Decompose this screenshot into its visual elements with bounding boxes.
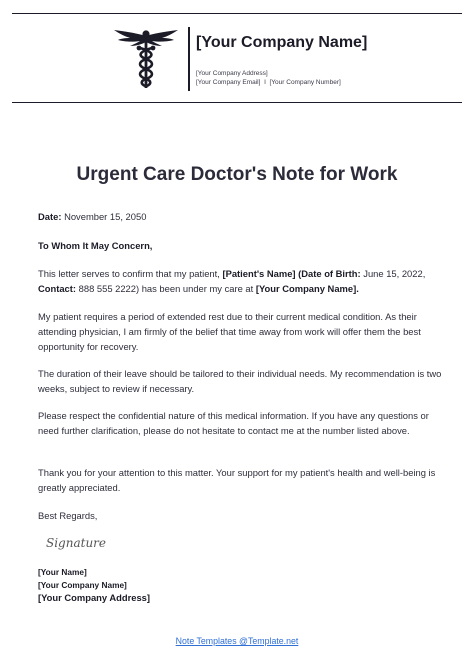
contact-label: Contact: <box>38 283 77 294</box>
date-value: November 15, 2050 <box>64 211 147 222</box>
paragraph-rest: My patient requires a period of extended rest due to their current medical condition. As their attending physician, I am firmly of the belief that time away from work will offer them the best opportunity for recovery. <box>38 311 421 352</box>
separator: I <box>264 79 266 86</box>
signature: Signature <box>46 536 107 550</box>
patient-name: [Patient's Name] <box>222 268 296 279</box>
salutation-text: To Whom It May Concern, <box>38 240 153 251</box>
caduceus-icon <box>110 28 182 90</box>
paragraph-confirmation <box>38 266 444 296</box>
paragraph-thanks: Thank you for your attention to this matter. Your support for my patient's health and well-being is greatly appreciated. <box>38 467 436 493</box>
contact-value: 888 555 2222) has been under my care at <box>78 283 254 294</box>
sign-company-address: [Your Company Address] <box>38 592 150 603</box>
paragraph-confidential: Please respect the confidential nature of this medical information. If you have any questions or need further clarification, please do not hesitate to contact me at the number listed above. <box>38 410 429 436</box>
footer-link[interactable]: Note Templates @Template.net <box>175 636 299 646</box>
salutation <box>38 238 444 253</box>
company-email-number <box>196 78 341 87</box>
company-number: [Your Company Number] <box>269 79 341 86</box>
closing: Best Regards, <box>38 510 98 521</box>
company-email: [Your Company Email] <box>196 79 261 86</box>
company-contact-info <box>196 69 341 87</box>
p1-company: [Your Company Name]. <box>255 283 359 294</box>
sign-name: [Your Name] <box>38 567 87 577</box>
date-line <box>38 209 444 224</box>
date-label: Date: <box>38 211 62 222</box>
p1-text: This letter serves to confirm that my patient, <box>38 268 220 279</box>
dob-label: (Date of Birth: <box>298 268 361 279</box>
sign-company-name: [Your Company Name] <box>38 579 127 590</box>
letterhead <box>12 13 462 103</box>
company-name: [Your Company Name] <box>196 34 368 51</box>
document-title: Urgent Care Doctor's Note for Work <box>76 164 398 185</box>
header-divider <box>188 27 190 91</box>
dob-value: June 15, 2022, <box>363 268 426 279</box>
paragraph-duration: The duration of their leave should be tailored to their individual needs. My recommendation is two weeks, subject to review if necessary. <box>38 368 442 394</box>
sign-block <box>38 566 150 605</box>
company-address: [Your Company Address] <box>196 70 268 77</box>
